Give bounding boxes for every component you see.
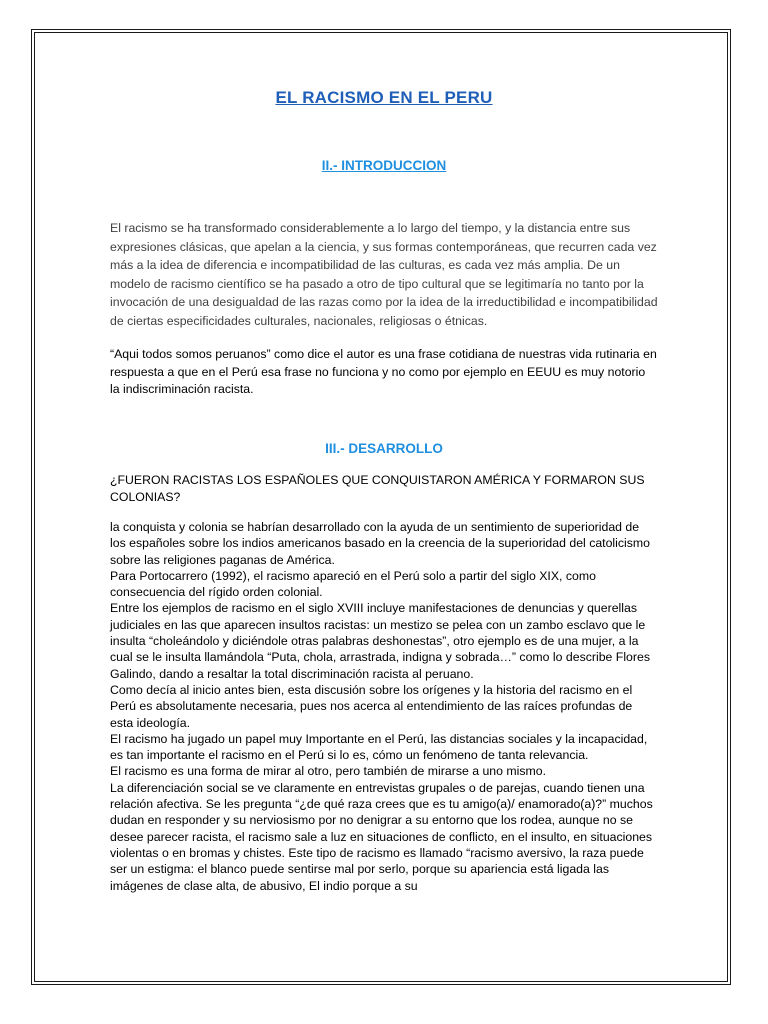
body-paragraph: Para Portocarrero (1992), el racismo apareció en el Perú solo a partir del siglo XIX, como consecuencia del rígido orden colonial. — [110, 568, 596, 600]
body-paragraph: Entre los ejemplos de racismo en el siglo XVIII incluye manifestaciones de denuncias y querellas judiciales en las que aparecen insultos racistas: un mestizo se pelea con un zambo esclavo que le insulta “choleándolo y diciéndole otras palabras deshonestas”, otro ejemplo es de una mujer, a la cual se le insulta llamándola “Puta, chola, arrastrada, indigna y sobrada…” como lo describe Flores Galindo, dando a resaltar la total discriminación racista al peruano. — [110, 601, 650, 681]
intro-paragraph: El racismo se ha transformado considerablemente a lo largo del tiempo, y la distancia entre sus expresiones clásicas, que apelan a la ciencia, y sus formas contemporáneas, que recurren cada vez más a la idea de diferencia e incompatibilidad de las culturas, es cada vez más amplia. De un modelo de racismo científico se ha pasado a otro de tipo cultural que se legitimaría no tanto por la invocación de una desigualdad de las razas como por la idea de la irreductibilidad e incompatibilidad de ciertas especificidades culturales, nacionales, religiosas o étnicas. — [110, 221, 658, 328]
intro-heading: II.- INTRODUCCION — [321, 158, 447, 173]
body-paragraph: la conquista y colonia se habrían desarrollado con la ayuda de un sentimiento de superioridad de los españoles sobre los indios americanos basado en la creencia de la superioridad del catolicismo sobre las religiones paganas de América. — [110, 520, 651, 567]
section-question: ¿FUERON RACISTAS LOS ESPAÑOLES QUE CONQUISTARON AMÉRICA Y FORMARON SUS COLONIAS? — [110, 473, 645, 504]
body-paragraph: La diferenciación social se ve claramente en entrevistas grupales o de parejas, cuando tienen una relación afectiva. Se les pregunta “¿de qué raza crees que es tu amigo(a)/ enamorado(a)?” muchos dudan en responder y su nerviosismo por no denigrar a su entorno que los rodea, aunque no se desee parecer racista, el racismo sale a luz en situaciones de conflicto, en el insulto, en situaciones violentas o en bromas y chistes. Este tipo de racismo es llamado “racismo aversivo, la raza puede ser un estigma: el blanco puede sentirse mal por serlo, porque su apariencia está ligada las imágenes de clase alta, de abusivo, El indio porque a su — [110, 780, 653, 893]
body-paragraph: El racismo es una forma de mirar al otro, pero también de mirarse a uno mismo. — [110, 764, 547, 779]
development-heading: III.- DESARROLLO — [325, 441, 443, 456]
document-title: EL RACISMO EN EL PERU — [275, 88, 493, 107]
development-body — [110, 519, 658, 894]
quote-paragraph: “Aqui todos somos peruanos” como dice el autor es una frase cotidiana de nuestras vida rutinaria en respuesta a que en el Perú esa frase no funciona y no como por ejemplo en EEUU es muy notorio la indiscriminación racista. — [110, 347, 657, 396]
body-paragraph: El racismo ha jugado un papel muy Importante en el Perú, las distancias sociales y la incapacidad, es tan importante el racismo en el Perú si lo es, cómo un fenómeno de tanta relevancia. — [110, 731, 648, 763]
body-paragraph: Como decía al inicio antes bien, esta discusión sobre los orígenes y la historia del racismo en el Perú es absolutamente necesaria, pues nos acerca al entendimiento de las raíces profundas de esta ideología. — [110, 682, 633, 730]
